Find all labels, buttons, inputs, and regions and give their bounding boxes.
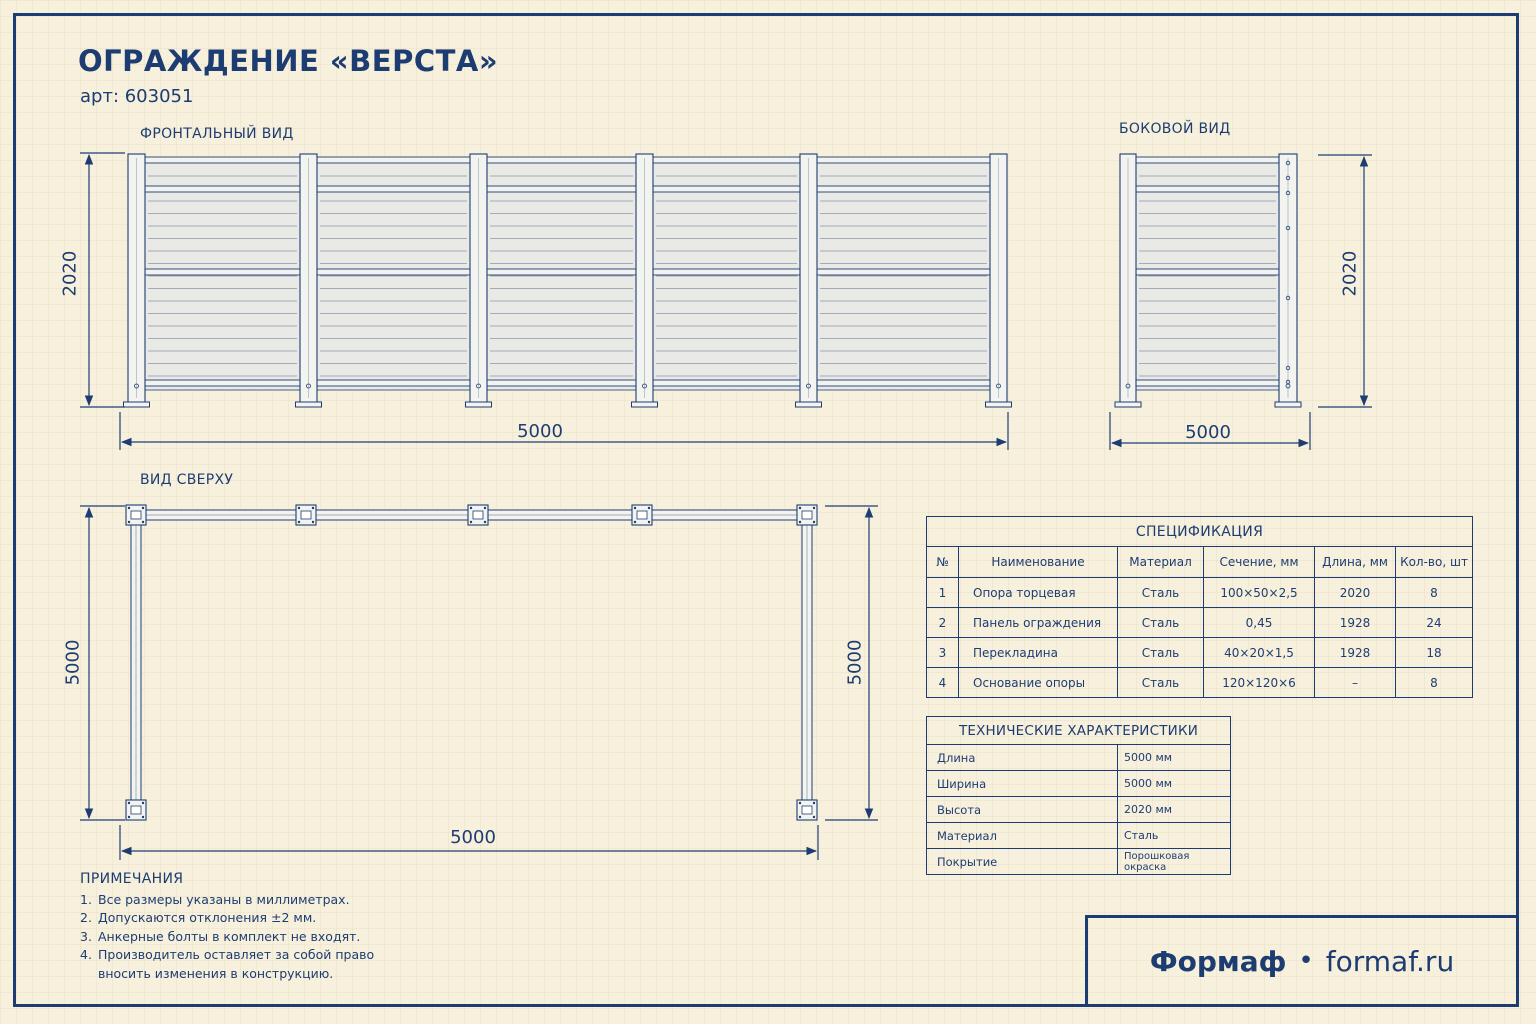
spec-cell: 100×50×2,5 bbox=[1204, 578, 1315, 608]
table-row bbox=[927, 771, 1231, 797]
tech-value: 5000 мм bbox=[1118, 771, 1231, 797]
specification-table bbox=[926, 516, 1473, 698]
top-left-dimension: 5000 bbox=[62, 639, 84, 686]
brand-stamp bbox=[1085, 915, 1516, 1004]
note-item bbox=[80, 909, 410, 928]
spec-cell: 3 bbox=[927, 638, 959, 668]
spec-cell: – bbox=[1315, 668, 1396, 698]
table-row bbox=[927, 745, 1231, 771]
spec-cell: 40×20×1,5 bbox=[1204, 638, 1315, 668]
top-view-label: ВИД СВЕРХУ bbox=[140, 472, 234, 488]
note-item bbox=[80, 891, 410, 910]
spec-header-cell: Длина, мм bbox=[1315, 547, 1396, 578]
brand-url[interactable]: formaf.ru bbox=[1325, 944, 1455, 978]
spec-cell: 1928 bbox=[1315, 638, 1396, 668]
table-row bbox=[927, 823, 1231, 849]
table-row bbox=[927, 608, 1473, 638]
spec-cell: Панель ограждения bbox=[959, 608, 1118, 638]
spec-title: СПЕЦИФИКАЦИЯ bbox=[927, 517, 1473, 547]
spec-cell: 120×120×6 bbox=[1204, 668, 1315, 698]
note-number: 1. bbox=[80, 891, 92, 907]
tech-title: ТЕХНИЧЕСКИЕ ХАРАКТЕРИСТИКИ bbox=[927, 717, 1231, 745]
spec-cell: Сталь bbox=[1118, 578, 1204, 608]
front-width-dimension: 5000 bbox=[517, 421, 563, 442]
tech-param: Ширина bbox=[927, 771, 1118, 797]
spec-header-cell: Кол-во, шт bbox=[1396, 547, 1473, 578]
brand-name: Формаф bbox=[1149, 944, 1287, 978]
spec-cell: 2020 bbox=[1315, 578, 1396, 608]
spec-cell: Опора торцевая bbox=[959, 578, 1118, 608]
tech-param: Длина bbox=[927, 745, 1118, 771]
spec-cell: 2 bbox=[927, 608, 959, 638]
article-number: арт: 603051 bbox=[80, 86, 194, 107]
table-row bbox=[927, 849, 1231, 875]
tech-param: Покрытие bbox=[927, 849, 1118, 875]
spec-cell: 18 bbox=[1396, 638, 1473, 668]
tech-specs-table bbox=[926, 716, 1231, 875]
spec-cell: Основание опоры bbox=[959, 668, 1118, 698]
spec-cell: Сталь bbox=[1118, 668, 1204, 698]
tech-value: 2020 мм bbox=[1118, 797, 1231, 823]
note-text: Производитель оставляет за собой право вносить изменения в конструкцию. bbox=[98, 947, 375, 981]
tech-value: Порошковая окраска bbox=[1118, 849, 1231, 875]
spec-header-cell: Наименование bbox=[959, 547, 1118, 578]
note-number: 3. bbox=[80, 928, 92, 944]
note-text: Анкерные болты в комплект не входят. bbox=[98, 928, 361, 944]
table-row bbox=[927, 578, 1473, 608]
spec-cell: Перекладина bbox=[959, 638, 1118, 668]
side-width-dimension: 5000 bbox=[1185, 422, 1231, 443]
spec-cell: 1 bbox=[927, 578, 959, 608]
note-number: 2. bbox=[80, 910, 92, 925]
spec-header-row bbox=[927, 547, 1473, 578]
note-number: 4. bbox=[80, 947, 92, 962]
note-item bbox=[80, 946, 410, 983]
spec-cell: 8 bbox=[1396, 668, 1473, 698]
spec-cell: Сталь bbox=[1118, 638, 1204, 668]
spec-cell: Сталь bbox=[1118, 608, 1204, 638]
note-text: Допускаются отклонения ±2 мм. bbox=[98, 910, 317, 925]
tech-param: Высота bbox=[927, 797, 1118, 823]
spec-cell: 8 bbox=[1396, 578, 1473, 608]
tech-value: Сталь bbox=[1118, 823, 1231, 849]
sheet-border bbox=[13, 13, 1519, 1007]
top-width-dimension: 5000 bbox=[450, 827, 496, 848]
brand-separator: • bbox=[1298, 946, 1314, 976]
spec-cell: 1928 bbox=[1315, 608, 1396, 638]
tech-value: 5000 мм bbox=[1118, 745, 1231, 771]
spec-header-cell: № bbox=[927, 547, 959, 578]
spec-cell: 4 bbox=[927, 668, 959, 698]
spec-header-cell: Материал bbox=[1118, 547, 1204, 578]
spec-cell: 0,45 bbox=[1204, 608, 1315, 638]
note-item bbox=[80, 928, 410, 947]
front-height-dimension: 2020 bbox=[59, 250, 81, 297]
spec-cell: 24 bbox=[1396, 608, 1473, 638]
notes-title: ПРИМЕЧАНИЯ bbox=[80, 871, 184, 887]
table-row bbox=[927, 797, 1231, 823]
spec-header-cell: Сечение, мм bbox=[1204, 547, 1315, 578]
side-height-dimension: 2020 bbox=[1339, 250, 1361, 297]
tech-param: Материал bbox=[927, 823, 1118, 849]
table-row bbox=[927, 638, 1473, 668]
note-text: Все размеры указаны в миллиметрах. bbox=[98, 891, 350, 907]
table-row bbox=[927, 668, 1473, 698]
front-view-label: ФРОНТАЛЬНЫЙ ВИД bbox=[140, 126, 294, 142]
notes-block bbox=[80, 870, 410, 983]
top-right-dimension: 5000 bbox=[844, 639, 866, 686]
drawing-title: ОГРАЖДЕНИЕ «ВЕРСТА» bbox=[78, 44, 499, 78]
side-view-label: БОКОВОЙ ВИД bbox=[1119, 121, 1231, 137]
